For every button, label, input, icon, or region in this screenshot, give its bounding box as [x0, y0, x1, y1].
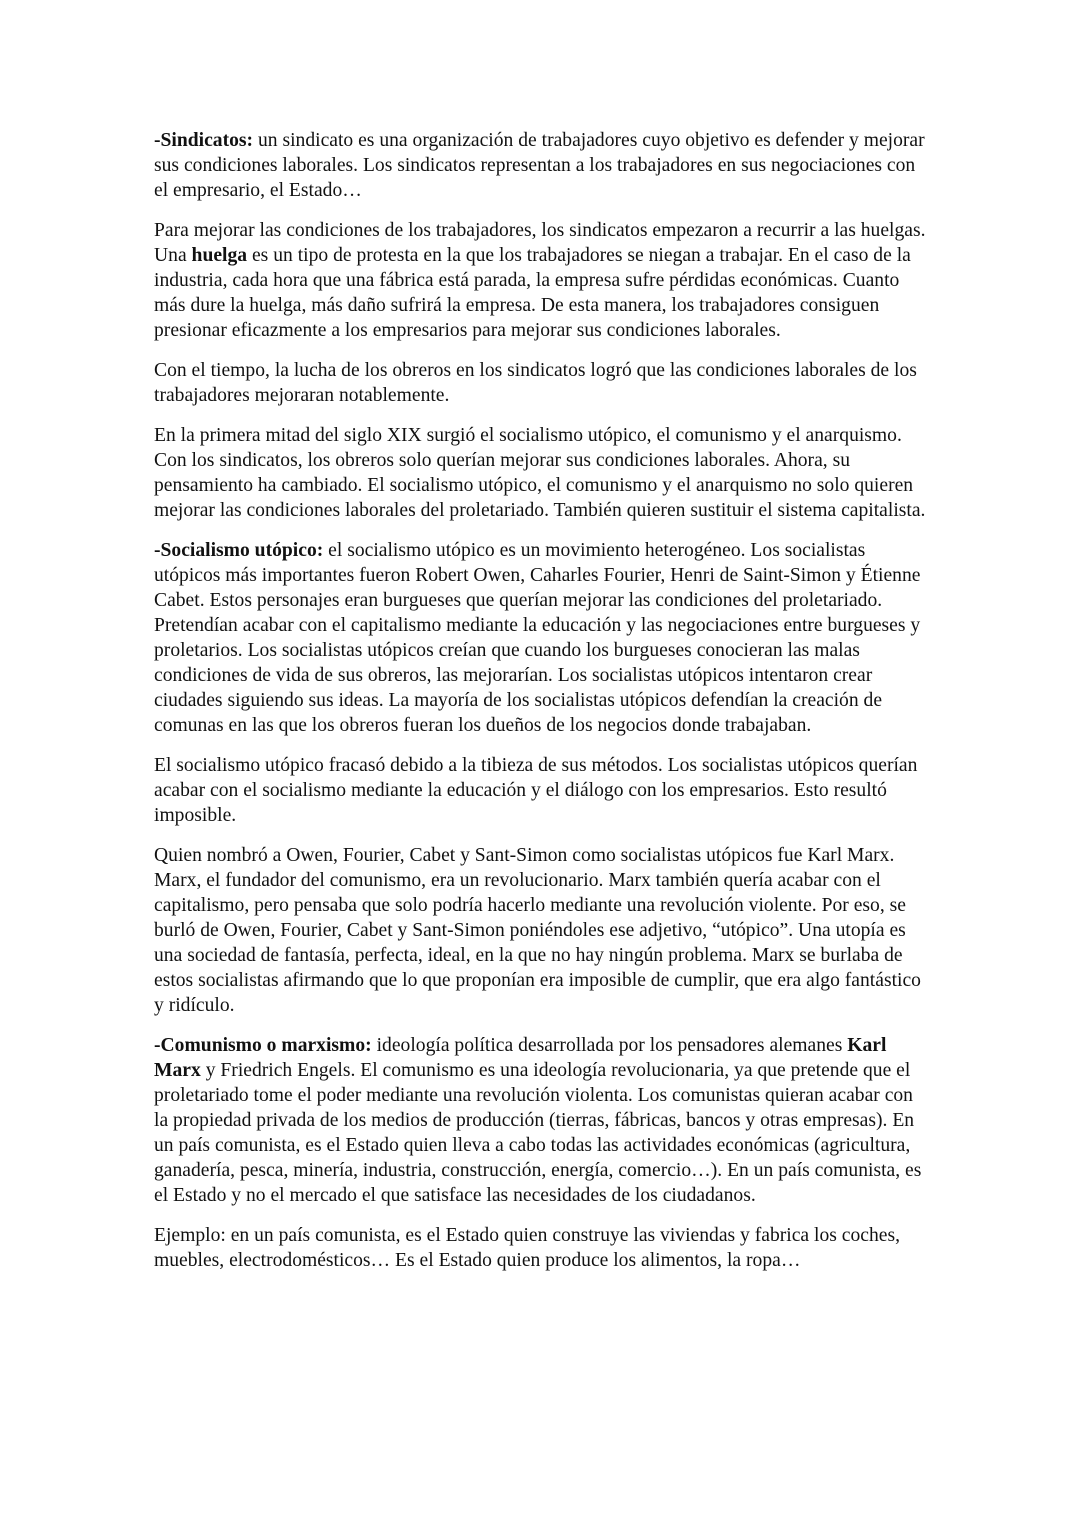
term-socialismo-utopico: -Socialismo utópico: [154, 540, 324, 561]
paragraph-huelga [154, 218, 929, 343]
text-sindicatos: un sindicato es una organización de trabajadores cuyo objetivo es defender y mejorar sus condiciones laborales. Los sindicatos representan a los trabajadores en sus negociaciones con el empresario, el Estado… [154, 130, 925, 201]
name-karl-marx: Karl Marx [154, 1035, 887, 1081]
paragraph-socialismo-utopico [154, 538, 929, 738]
paragraph-fracaso: El socialismo utópico fracasó debido a la tibieza de sus métodos. Los socialistas utópicos querían acabar con el socialismo mediante la educación y el diálogo con los empresarios. Esto resultó imposible. [154, 755, 918, 826]
term-sindicatos: -Sindicatos: [154, 130, 254, 151]
paragraph-sindicatos [154, 128, 929, 203]
paragraph-lucha: Con el tiempo, la lucha de los obreros en los sindicatos logró que las condiciones laborales de los trabajadores mejoraran notablemente. [154, 360, 917, 406]
text-socialismo-utopico: el socialismo utópico es un movimiento heterogéneo. Los socialistas utópicos más importantes fueron Robert Owen, Caharles Fourier, Henri de Saint-Simon y Étienne Cabet. Estos personajes eran burgueses que querían mejorar las condiciones del proletariado. Pretendían acabar con el capitalismo mediante la educación y las negociaciones entre burgueses y proletarios. Los socialistas utópicos creían que cuando los burgueses conocieran las malas condiciones de vida de sus obreros, las mejorarían. Los socialistas utópicos intentaron crear ciudades siguiendo sus ideas. La mayoría de los socialistas utópicos defendían la creación de comunas en las que los obreros fueran los dueños de los negocios donde trabajaban. [154, 540, 921, 736]
document-page [154, 128, 929, 1288]
text-comunismo-1: ideología política desarrollada por los pensadores alemanes [371, 1035, 848, 1056]
paragraph-marx-utopico: Quien nombró a Owen, Fourier, Cabet y Sant-Simon como socialistas utópicos fue Karl Marx. Marx, el fundador del comunismo, era un revolucionario. Marx también quería acabar con el capitalismo, pero pensaba que solo podría hacerlo mediante una revolución violente. Por eso, se burló de Owen, Fourier, Cabet y Sant-Simon poniéndoles ese adjetivo, “utópico”. Una utopía es una sociedad de fantasía, perfecta, ideal, en la que no hay ningún problema. Marx se burlaba de estos socialistas afirmando que lo que proponían era imposible de cumplir, que era algo fantástico y ridículo. [154, 845, 921, 1016]
text-huelga-before: Para mejorar las condiciones de los trabajadores, los sindicatos empezaron a recurrir a las huelgas. Una [154, 220, 926, 266]
term-huelga: huelga [191, 245, 248, 266]
paragraph-comunismo [154, 1033, 929, 1208]
text-huelga-after: es un tipo de protesta en la que los trabajadores se niegan a trabajar. En el caso de la industria, cada hora que una fábrica está parada, la empresa sufre pérdidas económicas. Cuanto más dure la huelga, más daño sufrirá la empresa. De esta manera, los trabajadores consiguen presionar eficazmente a los empresarios para mejorar sus condiciones laborales. [154, 245, 911, 341]
paragraph-siglo-xix: En la primera mitad del siglo XIX surgió el socialismo utópico, el comunismo y el anarquismo. Con los sindicatos, los obreros solo querían mejorar sus condiciones laborales. Ahora, su pensamiento ha cambiado. El socialismo utópico, el comunismo y el anarquismo no solo quieren mejorar las condiciones laborales del proletariado. También quieren sustituir el sistema capitalista. [154, 425, 926, 521]
text-comunismo-2: y Friedrich Engels. El comunismo es una ideología revolucionaria, ya que pretende que el proletariado tome el poder mediante una revolución violenta. Los comunistas quieran acabar con la propiedad privada de los medios de producción (tierras, fábricas, bancos y otras empresas). En un país comunista, es el Estado quien lleva a cabo todas las actividades económicas (agricultura, ganadería, pesca, minería, industria, construcción, energía, comercio…). En un país comunista, es el Estado y no el mercado el que satisface las necesidades de los ciudadanos. [154, 1060, 922, 1206]
paragraph-ejemplo: Ejemplo: en un país comunista, es el Estado quien construye las viviendas y fabrica los coches, muebles, electrodomésticos… Es el Estado quien produce los alimentos, la ropa… [154, 1225, 900, 1271]
term-comunismo: -Comunismo o marxismo: [154, 1035, 372, 1056]
